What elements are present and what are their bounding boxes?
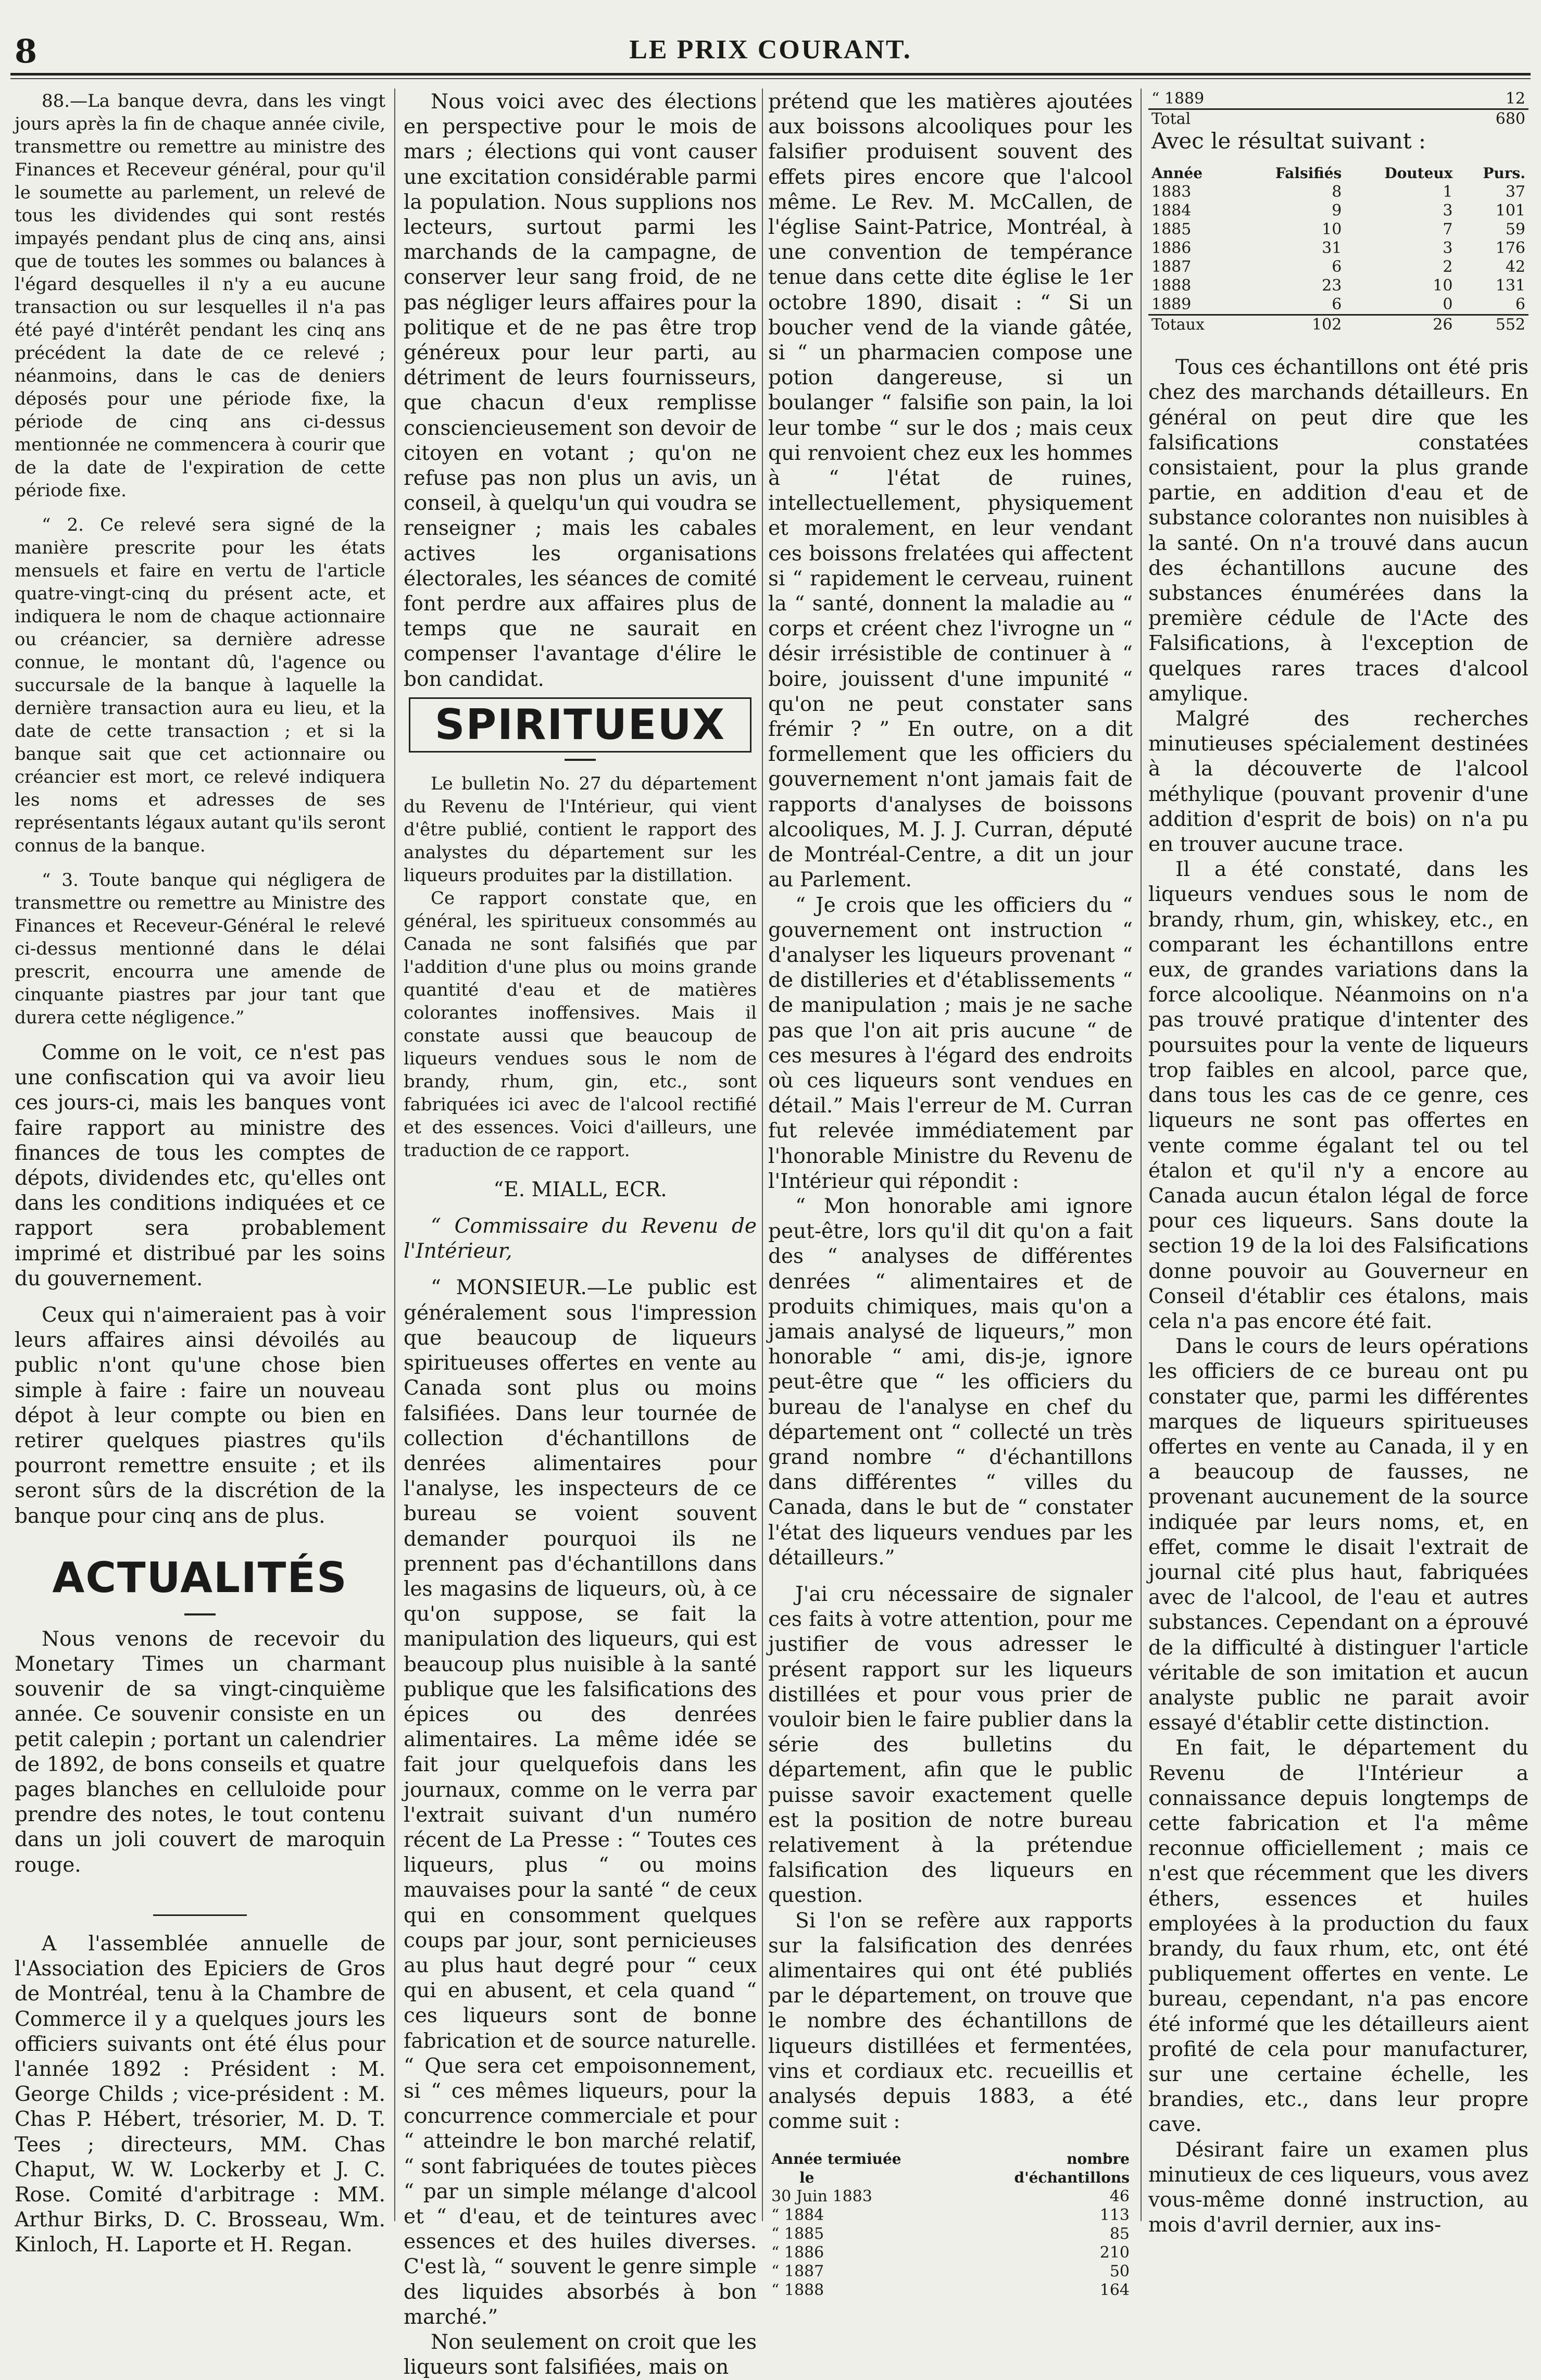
table-cell: 23 (1322, 277, 1342, 295)
result-line: Avec le résultat suivant : (1151, 128, 1426, 154)
article-paragraph: Tous ces échantillons ont été pris chez des marchands détailleurs. En général on peut dire que les falsifications constatées consistaient, pour la plus grande partie, en addition d'eau et de substance colorantes non nuisibles à la santé. On n'a trouvé dans aucun des échantillons aucune des substances énumérées dans la première cédule de l'Acte des Falsifications, à l'exception de quelques rares traces d'alcool amylique. (1148, 356, 1529, 706)
samples-table (768, 2150, 1133, 2300)
article-paragraph: “ Je crois que les officiers du “ gouvernement ont instruction “ d'analyser les liqueurs provenant “ de distilleries et d'établissements “ de manipulation ; mais je ne sache pas que l'on ait pris aucune “ de ces mesures à l'égard des endroits où ces liqueurs sont vendues en détail.” Mais l'erreur de M. Curran fut relevée immédiatement par l'honorable Ministre du Revenu de l'Intérieur qui répondit : (768, 893, 1133, 1193)
article-paragraph: 88.—La banque devra, dans les vingt jours après la fin de chaque année civile, transmettre ou remettre au ministre des Finances et Receveur général, pour qu'il le soumette au parlement, un relevé de tous les dividendes qui sont restés impayés pendant plus de cinq ans, ainsi que de toutes les sommes ou balances à l'égard desquelles il n'y a eu aucune transaction ou sur lesquelles il n'a pas été payé d'intérêt pendant les cinq ans précédent la date de ce relevé ; néanmoins, dans le cas de deniers déposés pour une période fixe, la période de cinq ans ci-dessus mentionnée ne commencera à courir que de la date de l'expiration de cette période fixe. (15, 91, 385, 501)
table-cell: 6 (1515, 295, 1525, 314)
table-cell: 176 (1495, 239, 1525, 258)
table-cell: 46 (1109, 2187, 1130, 2206)
section-rule (184, 1613, 216, 1615)
table-cell: 6 (1332, 258, 1342, 277)
table-cell: 1883 (1151, 183, 1192, 202)
table-cell: 9 (1332, 202, 1342, 220)
column-divider (1141, 89, 1142, 2221)
article-paragraph: Nous venons de recevoir du Monetary Times un charmant souvenir de sa vingt-cinquième année. Ce souvenir consiste en un petit calepin ; portant un calendrier de 1892, de bons conseils et quatre pages blanches en celluloide pour prendre des notes, le tout contenu dans un joli couvert de maroquin rouge. (15, 1627, 385, 1877)
table-header: Année (1151, 165, 1203, 182)
table-cell: 1 (1443, 183, 1453, 202)
table-header: Falsifiés (1275, 165, 1342, 182)
table-row (768, 2244, 1133, 2262)
article-paragraph: Ce rapport constate que, en général, les spiritueux consommés au Canada ne sont falsifiés que par l'addition d'une plus ou moins grande quantité d'eau et de matières colorantes inoffensives. Mais il constate aussi que beaucoup de liqueurs vendues sous le nom de brandy, rhum, gin, etc., sont fabriquées ici avec de l'alcool rectifié et des essences. Voici d'ailleurs, une traduction de ce rapport. (404, 887, 757, 1161)
letter-addressee: “E. MIALL, ECR. (493, 1178, 667, 1201)
table-cell: 12 (1505, 90, 1525, 108)
table-cell: 113 (1099, 2206, 1130, 2225)
table-row (1148, 183, 1529, 202)
table-cell: “ 1887 (771, 2262, 824, 2281)
article-paragraph: A l'assemblée annuelle de l'Association des Epiciers de Gros de Montréal, tenu à la Chambre de Commerce il y a quelques jours les officiers suivants ont été élus pour l'année 1892 : Président : M. George Childs ; vice-président : M. Chas P. Hébert, trésorier, M. D. T. Tees ; directeurs, MM. Chas Chaput, W. W. Lockerby et J. C. Rose. Comité d'arbitrage : MM. Arthur Birks, D. C. Brosseau, Wm. Kinloch, H. Laporte et H. Regan. (15, 1932, 385, 2257)
table-cell: 3 (1443, 202, 1453, 220)
table-cell: 1887 (1151, 258, 1192, 277)
article-paragraph: Non seulement on croit que les liqueurs sont falsifiées, mais on (404, 2331, 757, 2379)
header-rule (10, 73, 1531, 76)
table-cell: 2 (1443, 258, 1453, 277)
table-row (768, 2206, 1133, 2225)
article-paragraph: Dans le cours de leurs opérations les officiers de ce bureau ont pu constater que, parmi les différentes marques de liqueurs spiritueuses offertes en vente au Canada, il y en a beaucoup de fausses, ne provenant aucunement de la source indiquée par leurs noms, et, en effet, comme le disait l'extrait de journal cité plus haut, fabriquées avec de l'alcool, de l'eau et autres substances. Cependant on a éprouvé de la difficulté à distinguer l'article véritable de son imitation et aucun analyste public ne parait avoir essayé d'établir cette distinction. (1148, 1335, 1529, 1735)
table-cell: 26 (1345, 315, 1456, 335)
table-cell: 85 (1109, 2225, 1130, 2244)
table-row (768, 2187, 1133, 2206)
table-cell: “ 1889 (1151, 90, 1205, 108)
table-cell: 3 (1443, 239, 1453, 258)
table-cell: 31 (1322, 239, 1342, 258)
table-row (768, 2281, 1133, 2300)
page-header (0, 0, 1541, 73)
table-total-row (1148, 315, 1529, 335)
table-row (1148, 239, 1529, 258)
article-paragraph: Malgré des recherches minutieuses spécialement destinées à la découverte de l'alcool méthylique (pouvant provenir d'une addition d'esprit de bois) on n'a pu en trouver aucune trace. (1148, 707, 1529, 857)
article-paragraph: Nous voici avec des élections en perspective pour le mois de mars ; élections qui vont causer une excitation considérable parmi la population. Nous supplions nos lecteurs, surtout parmi les marchands de la campagne, de conserver leur sang froid, de ne pas négliger leurs affaires pour la politique et de ne pas être trop généreux pour leur parti, au détriment de leurs fournisseurs, que chacun d'eux remplisse consciencieusement son devoir de citoyen en votant ; qu'on ne refuse pas non plus un avis, un conseil, à quelqu'un qui voudra se renseigner ; mais les cabales actives les organisations électorales, les séances de comité font perdre aux affaires plus de temps que ne saurait en compenser l'avantage d'élire le bon candidat. (404, 90, 757, 691)
table-header: Année termiuée (771, 2150, 901, 2168)
table-cell: 1886 (1151, 239, 1192, 258)
table-cell: “ 1888 (771, 2281, 824, 2300)
article-paragraph: Ceux qui n'aimeraient pas à voir leurs affaires ainsi dévoilés au public n'ont qu'une chose bien simple à faire : faire un nouveau dépot à leur compte ou bien en retirer quelques piastres qu'ils pourront remettre ensuite ; et ils seront sûrs de la discrétion de la banque pour cinq ans de plus. (15, 1304, 385, 1528)
table-cell: 1884 (1151, 202, 1192, 220)
table-cell: 30 Juin 1883 (771, 2187, 872, 2206)
newspaper-title: LE PRIX COURANT. (629, 35, 912, 65)
table-cell: 210 (1099, 2244, 1130, 2262)
article-paragraph: J'ai cru nécessaire de signaler ces faits à votre attention, pour me justifier de vous adresser le présent rapport sur les liqueurs distillées et pour vous prier de vouloir bien le faire publier dans la série des bulletins du département, afin que le public puisse savoir exactement quelle est la position de notre bureau relativement à la prétendue falsification des liqueurs en question. (768, 1582, 1133, 1908)
table-cell: 50 (1109, 2262, 1130, 2281)
article-paragraph: Si l'on se refère aux rapports sur la falsification des denrées alimentaires qui ont été publiés par le département, on trouve que le nombre des échantillons de liqueurs distillées et fermentées, vins et cordiaux etc. recueillis et analysés depuis 1883, a été comme suit : (768, 1909, 1133, 2134)
column-divider (394, 89, 395, 2221)
article-paragraph: En fait, le département du Revenu de l'Intérieur a connaissance depuis longtemps de cette fabrication et l'a même reconnue officiellement ; mais ce n'est que récemment que les divers éthers, essences et huiles employées à la production du faux brandy, du faux rhum, etc, ont été publiquement offertes en vente. Le bureau, cependant, n'a pas encore été informé que les détailleurs aient profité de cela pour manufacturer, sur une certaine échelle, les brandies, etc., dans leur propre cave. (1148, 1736, 1529, 2137)
table-header-row (1148, 164, 1529, 183)
table-header: d'échantillons (1014, 2169, 1130, 2187)
table-cell: 164 (1099, 2281, 1130, 2300)
article-paragraph: “ MONSIEUR.—Le public est généralement sous l'impression que beaucoup de liqueurs spiritueuses offertes en vente au Canada sont plus ou moins falsifiées. Dans leur tournée de collection d'échantillons de denrées alimentaires pour l'analyse, les inspecteurs de ce bureau se voient souvent demander pourquoi ils ne prennent pas d'échantillons dans les magasins de liqueurs, où, à ce qu'on suppose, se fait la manipulation des liqueurs, qui est beaucoup plus nuisible à la santé publique que les falsifications des épices ou des denrées alimentaires. La même idée se fait jour quelquefois dans les journaux, comme on le verra par l'extrait suivant d'un numéro récent de La Presse : “ Toutes ces liqueurs, plus “ ou moins mauvaises pour la santé “ de ceux qui en consomment quelques coups par jour, sont pernicieuses au plus haut degré pour “ ceux qui en abusent, et cela quand “ ces liqueurs sont de bonne fabrication et de source naturelle. “ Que sera cet empoisonnement, si “ ces mêmes liqueurs, pour la concurrence commerciale et pour “ atteindre le bon marché relatif, “ sont fabriquées de toutes pièces “ par un simple mélange d'alcool et “ d'eau, et de teintures avec essences et des huiles diverses. C'est là, “ souvent le genre simple des liquides absorbés à bon marché.” (404, 1276, 757, 2329)
article-paragraph: Comme on le voit, ce n'est pas une confiscation qui va avoir lieu ces jours-ci, mais les banques vont faire rapport au ministre des finances de tous les comptes de dépots, dividendes etc, qu'elles ont dans les conditions indiquées et ce rapport sera probablement imprimé et distribué par les soins du gouvernement. (15, 1041, 385, 1291)
table-cell: “ 1885 (771, 2225, 824, 2244)
table-row (1148, 220, 1529, 239)
table-header: Douteux (1384, 165, 1453, 182)
table-cell: “ 1884 (771, 2206, 824, 2225)
table-cell: 101 (1495, 202, 1525, 220)
table-cell: 7 (1443, 220, 1453, 239)
table-cell: “ 1886 (771, 2244, 824, 2262)
table-cell: 131 (1495, 277, 1525, 295)
section-title-actualites: ACTUALITÉS (52, 1553, 348, 1602)
table-cell: Total (1148, 109, 1384, 129)
column-1 (15, 90, 385, 2257)
table-cell: 10 (1433, 277, 1453, 295)
table-row (768, 2262, 1133, 2281)
table-header: nombre (1067, 2150, 1130, 2168)
column-3 (768, 90, 1133, 2300)
table-cell: 37 (1505, 183, 1525, 202)
table-cell: 6 (1332, 295, 1342, 314)
article-paragraph: “ 2. Ce relevé sera signé de la manière prescrite pour les états mensuels et faire en vertu de l'article quatre-vingt-cinq du présent acte, et indiquera le nom de chaque actionnaire ou créancier, sa dernière adresse connue, le montant dû, l'agence ou succursale de la banque à laquelle la dernière transaction aura eu lieu, et la date de cette transaction ; et si la banque sait que cet actionnaire ou créancier est mort, ce relevé indiquera les noms et adresses de ses représentants légaux autant qu'ils seront connus de la banque. (15, 515, 385, 856)
article-paragraph: prétend que les matières ajoutées aux boissons alcooliques pour les falsifier produisent souvent des effets pires encore que l'alcool même. Le Rev. M. McCallen, de l'église Saint-Patrice, Montréal, à une convention de tempérance tenue dans cette dite église le 1er octobre 1890, disait : “ Si un boucher vend de la viande gâtée, si “ un pharmacien compose une potion dangereuse, si un boulanger “ falsifie son pain, la loi leur tombe “ sur le dos ; mais ceux qui renvoient chez eux les hommes à “ l'état de ruines, intellectuellement, physiquement et moralement, en leur vendant ces boissons frelatées qui affectent si “ rapidement le cerveau, ruinent la “ santé, donnent la maladie au “ corps et créent chez l'ivrogne un “ désir irrésistible de continuer à “ boire, jouissent d'une impunité “ qu'on ne peut constater sans frémir ? ” En outre, on a dit formellement que les officiers du gouvernement n'ont jamais fait de rapports d'analyses de boissons alcooliques, M. J. J. Curran, député de Montréal-Centre, a dit un jour au Parlement. (768, 90, 1133, 892)
article-paragraph: Le bulletin No. 27 du département du Revenu de l'Intérieur, qui vient d'être publié, contient le rapport des analystes du département sur les liqueurs produites par la distillation. (404, 773, 757, 886)
letter-addressee-title: “ Commissaire du Revenu de l'Intérieur, (404, 1214, 757, 1263)
page-number: 8 (15, 32, 37, 70)
section-rule (153, 1914, 247, 1916)
column-2 (404, 90, 757, 2379)
section-rule (565, 759, 596, 761)
table-cell: 1888 (1151, 277, 1192, 295)
table-cell: 1885 (1151, 220, 1192, 239)
table-row (1148, 258, 1529, 277)
table-cell: 0 (1443, 295, 1453, 314)
table-cell: 42 (1505, 258, 1525, 277)
article-paragraph: “ 3. Toute banque qui négligera de transmettre ou remettre au Ministre des Finances et Receveur-Général le relevé ci-dessus mentionné dans le délai prescrit, encourra une amende de cinquante piastres par jour tant que durera cette négligence.” (15, 870, 385, 1028)
article-paragraph: Désirant faire un examen plus minutieux de ces liqueurs, vous avez vous-même donné instruction, au mois d'avril dernier, aux ins- (1148, 2138, 1529, 2237)
results-table (1148, 164, 1529, 334)
article-paragraph: Il a été constaté, dans les liqueurs vendues sous le nom de brandy, rhum, gin, whiskey, etc., en comparant les échantillons entre eux, de grandes variations dans la force alcoolique. Néanmoins on n'a pas trouvé pratique d'intenter des poursuites pour la vente de liqueurs trop faibles en alcool, parce que, dans tous les cas de ce genre, ces liqueurs ne sont pas offertes en vente comme égalant tel ou tel étalon et qu'il n'y a encore au Canada aucun étalon légal de force pour ces liqueurs. Sans doute la section 19 de la loi des Falsifications donne pouvoir au Gouverneur en Conseil d'établir ces étalons, mais cela n'a pas encore été fait. (1148, 858, 1529, 1333)
table-cell: 552 (1456, 315, 1529, 335)
table-cell: 10 (1322, 220, 1342, 239)
table-cell: 8 (1332, 183, 1342, 202)
table-cell: 102 (1237, 315, 1345, 335)
samples-table-continued (1148, 90, 1529, 129)
article-paragraph: “ Mon honorable ami ignore peut-être, lors qu'il dit qu'on a fait des “ analyses de différentes denrées “ alimentaires et de produits chimiques, mais qu'on a jamais analysé de liqueurs,” mon honorable “ ami, dis-je, ignore peut-être que “ les officiers du bureau de l'analyse en chef du département ont “ collecté un très grand nombre “ d'échantillons dans différentes “ villes du Canada, dans le but de “ constater l'état des liqueurs vendues par les détailleurs.” (768, 1194, 1133, 1570)
column-divider (762, 89, 763, 2221)
table-cell: 59 (1505, 220, 1525, 239)
table-header: le (799, 2169, 815, 2187)
table-total-row (1148, 109, 1529, 129)
table-cell: 1889 (1151, 295, 1192, 314)
table-row (1148, 202, 1529, 220)
header-rule-thin (10, 78, 1531, 79)
table-cell: 680 (1384, 109, 1529, 129)
column-4 (1148, 90, 1529, 2237)
table-row (768, 2225, 1133, 2244)
table-header: Purs. (1483, 165, 1525, 182)
table-row (1148, 277, 1529, 295)
table-row (1148, 90, 1529, 109)
table-row (1148, 295, 1529, 315)
section-title-spiritueux: SPIRITUEUX (409, 697, 751, 753)
table-cell: Totaux (1148, 315, 1237, 335)
